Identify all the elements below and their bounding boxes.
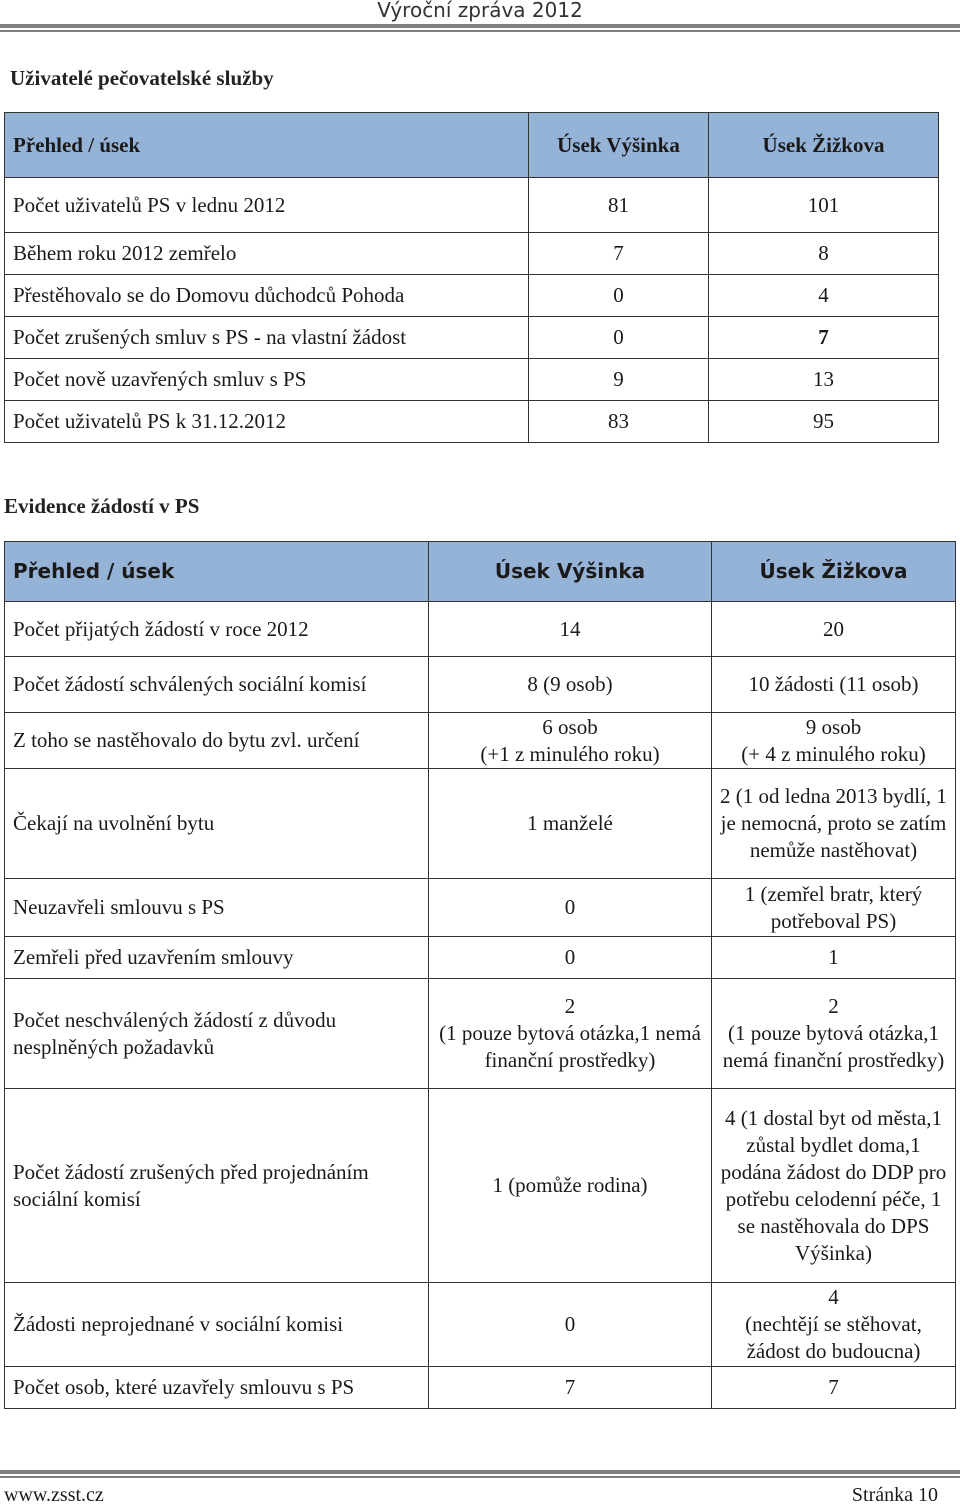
column-header: Úsek Žižkova <box>709 113 939 178</box>
table-cell: 0 <box>529 275 709 317</box>
table-cell: Z toho se nastěhovalo do bytu zvl. určení <box>5 713 429 769</box>
table-cell: 13 <box>709 359 939 401</box>
table-cell: 2 (1 od ledna 2013 bydlí, 1 je nemocná, proto se zatím nemůže nastěhovat) <box>712 769 956 879</box>
table-cell: 2 (1 pouze bytová otázka,1 nemá finanční prostředky) <box>429 979 712 1089</box>
table-cell: Počet osob, které uzavřely smlouvu s PS <box>5 1367 429 1409</box>
table-cell: 1 (zemřel bratr, který potřeboval PS) <box>712 879 956 937</box>
section-title-requests: Evidence žádostí v PS <box>4 494 200 518</box>
table-cell: Počet žádostí schválených sociální komisí <box>5 657 429 713</box>
table-cell: 4 (nechtějí se stěhovat, žádost do budoucna) <box>712 1283 956 1367</box>
table-row <box>5 275 939 317</box>
table-cell: Počet neschválených žádostí z důvodu nesplněných požadavků <box>5 979 429 1089</box>
table-cell: 1 manželé <box>429 769 712 879</box>
table-cell: 1 (pomůže rodina) <box>429 1089 712 1283</box>
table-header-row <box>5 113 939 178</box>
table-row <box>5 657 956 713</box>
footer-divider <box>0 1470 960 1474</box>
table-cell: 4 (1 dostal byt od města,1 zůstal bydlet doma,1 podána žádost do DDP pro potřebu celodenní péče, 1 se nastěhovala do DPS Výšinka) <box>712 1089 956 1283</box>
table-cell: 101 <box>709 178 939 233</box>
table-cell: Čekají na uvolnění bytu <box>5 769 429 879</box>
users-table <box>4 112 939 443</box>
table-cell: 6 osob (+1 z minulého roku) <box>429 713 712 769</box>
footer-page-number: Stránka 10 <box>851 1484 938 1506</box>
table-row <box>5 879 956 937</box>
table-cell: 0 <box>529 317 709 359</box>
table-cell: 7 <box>529 233 709 275</box>
table-cell: 0 <box>429 937 712 979</box>
table-cell: 7 <box>712 1367 956 1409</box>
table-cell: 83 <box>529 401 709 443</box>
table-cell: 0 <box>429 1283 712 1367</box>
table-cell: Neuzavřeli smlouvu s PS <box>5 879 429 937</box>
table-cell: Počet nově uzavřených smluv s PS <box>5 359 529 401</box>
table-cell: Počet žádostí zrušených před projednáním sociální komisí <box>5 1089 429 1283</box>
table-cell: 8 (9 osob) <box>429 657 712 713</box>
table-cell: Počet zrušených smluv s PS - na vlastní žádost <box>5 317 529 359</box>
table-cell: 95 <box>709 401 939 443</box>
column-header: Přehled / úsek <box>5 542 429 602</box>
header-divider <box>0 24 960 28</box>
table-cell: 7 <box>709 317 939 359</box>
table-cell: 81 <box>529 178 709 233</box>
table-cell: Žádosti neprojednané v sociální komisi <box>5 1283 429 1367</box>
table-cell: 8 <box>709 233 939 275</box>
table-row <box>5 1283 956 1367</box>
table-cell: 2 (1 pouze bytová otázka,1 nemá finanční prostředky) <box>712 979 956 1089</box>
requests-table <box>4 541 956 1409</box>
table-cell: Zemřeli před uzavřením smlouvy <box>5 937 429 979</box>
table-cell: Během roku 2012 zemřelo <box>5 233 529 275</box>
table-row <box>5 1089 956 1283</box>
table-cell: 1 <box>712 937 956 979</box>
column-header: Úsek Výšinka <box>429 542 712 602</box>
table-cell: 0 <box>429 879 712 937</box>
table-row <box>5 769 956 879</box>
table-cell: 20 <box>712 602 956 657</box>
table-cell: 7 <box>429 1367 712 1409</box>
table-cell: Počet přijatých žádostí v roce 2012 <box>5 602 429 657</box>
section-title-users: Uživatelé pečovatelské služby <box>10 66 274 90</box>
table-row <box>5 178 939 233</box>
table-row <box>5 1367 956 1409</box>
table-row <box>5 233 939 275</box>
table-row <box>5 317 939 359</box>
footer-divider-thin <box>0 1476 960 1478</box>
column-header: Přehled / úsek <box>5 113 529 178</box>
column-header: Úsek Výšinka <box>529 113 709 178</box>
header-title: Výroční zpráva 2012 <box>377 0 583 22</box>
table-cell: 14 <box>429 602 712 657</box>
table-row <box>5 401 939 443</box>
table-cell: 4 <box>709 275 939 317</box>
table-row <box>5 713 956 769</box>
table-cell: Počet uživatelů PS k 31.12.2012 <box>5 401 529 443</box>
table-cell: Počet uživatelů PS v lednu 2012 <box>5 178 529 233</box>
header-divider-thin <box>0 30 960 32</box>
table-header-row <box>5 542 956 602</box>
table-row <box>5 602 956 657</box>
table-cell: 10 žádosti (11 osob) <box>712 657 956 713</box>
table-row <box>5 979 956 1089</box>
table-row <box>5 359 939 401</box>
footer-website: www.zsst.cz <box>4 1484 104 1506</box>
table-cell: Přestěhovalo se do Domovu důchodců Pohoda <box>5 275 529 317</box>
table-cell: 9 osob (+ 4 z minulého roku) <box>712 713 956 769</box>
column-header: Úsek Žižkova <box>712 542 956 602</box>
table-row <box>5 937 956 979</box>
table-cell: 9 <box>529 359 709 401</box>
